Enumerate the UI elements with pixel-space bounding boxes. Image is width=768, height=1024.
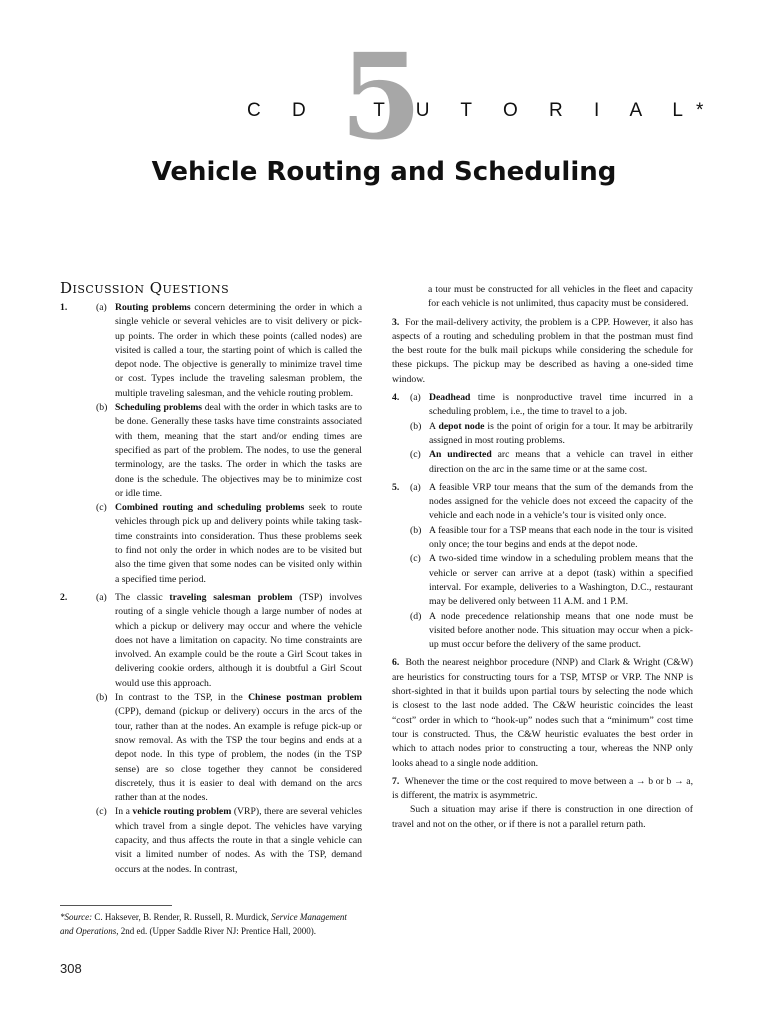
question-2a bbox=[77, 591, 362, 691]
question-number: 1. bbox=[60, 302, 68, 313]
question-4c bbox=[392, 448, 693, 477]
question-number: 5. bbox=[392, 481, 400, 493]
answer-text: Both the nearest neighbor procedure (NNP) and Clark & Wright (C&W) are heuristics for constructing tours for a TSP, MTSP or VRP. The NNP is short-sighted in that it builds upon partial tours by selecting the node which is closest to the last node added. The C&W heuristic coincides the least “cost” order in which to “hook-up” nodes such that a “minimum” cost time tour is constructed. Thus, the C&W heuristic evaluates the best order in which to attach nodes prior to constructing a tour, whereas the NNP only looks ahead to a single node addition. bbox=[392, 657, 693, 769]
answer-text: In contrast to the TSP, in the bbox=[115, 692, 249, 704]
question-number: 4. bbox=[392, 392, 400, 404]
footnote-rule bbox=[60, 905, 172, 906]
sub-label: (b) bbox=[96, 692, 108, 704]
term: Deadhead bbox=[429, 392, 471, 404]
question-3 bbox=[392, 316, 693, 387]
answer-text: A feasible VRP tour means that the sum of the demands from the nodes assigned for the vehicle does not exceed the capacity of the vehicle and each node in a vehicle’s tour is visited only once. bbox=[429, 481, 693, 522]
answer-text: (CPP), demand (pickup or delivery) occurs in the arcs of the tour, rather than at the nodes. An example is refuge pick-up or snow removal. As with the TSP the tour begins and ends at a depot node. In this type of problem, the nodes (in the TSP sense) are so close together they cannot be considered discretely, thus it is easier to deal with demand on the arcs rather than at the nodes. bbox=[115, 706, 362, 804]
sub-label: (a) bbox=[410, 392, 421, 404]
footnote-book-title: Service Management and Operations bbox=[60, 912, 347, 936]
answer-text: seek to route vehicles through pick up and delivery points while taking task-time constraints into consideration. Thus these problems seek to find not only the order in which nodes are to be visited but also the time given that some nodes can be visited only within a specified time period. bbox=[115, 502, 362, 585]
answer-text: A two-sided time window in a scheduling problem means that the vehicle or server can arrive at a depot (task) within a specified interval. For example, deliveries to a Washington, D.C., restaurant may be delivered only between 11 A.M. and 1 P.M. bbox=[429, 553, 693, 608]
sub-label: (b) bbox=[96, 402, 108, 414]
answer-text: A node precedence relationship means that one node must be visited before another node. This situation may occur when a pick-up must occur before the delivery of the same product. bbox=[429, 610, 693, 651]
question-6 bbox=[392, 656, 693, 770]
answer-text: A bbox=[429, 420, 439, 432]
sub-label: (c) bbox=[96, 806, 107, 818]
answer-text: deal with the order in which tasks are to be done. Generally these tasks have time constraints associated with them, meaning that the start and/or ending times are specified as part of the problem. The nodes, to use the general terminology, are the tasks. The order in which the tasks are done is the schedule. The objectives may be to minimize cost or idle time. bbox=[115, 402, 363, 499]
question-5b bbox=[392, 524, 693, 553]
question-1c bbox=[96, 501, 362, 587]
term: depot node bbox=[438, 420, 485, 432]
sub-label: (d) bbox=[410, 610, 422, 622]
question-5a bbox=[392, 481, 693, 524]
term: Scheduling problems bbox=[115, 402, 203, 414]
answer-text: In a bbox=[115, 806, 133, 818]
answer-text: Whenever the time or the cost required to move between a → b or b → a, is different, the matrix is asymmetric. bbox=[392, 775, 694, 802]
answer-text: (TSP) involves routing of a single vehicle though a large number of nodes at which a pickup or delivery may occur and where the vehicle does not have a limitation on capacity. No time constraints are involved. An example could be the route a Girl Scout takes in delivering cookie orders, although it is doubtful a Girl Scout would use this approach. bbox=[115, 591, 362, 689]
term: Combined routing and scheduling problems bbox=[115, 502, 305, 514]
answer-text: concern determining the order in which a single vehicle or several vehicles are to visit delivery or pick-up points. The order in which these points (called nodes) are visited is called a tour, the starting point of which is called the depot node. The objective is generally to minimize travel time or cost. Types include the traveling salesman problem, the multiple traveling salesman, and the vehicle routing problem. bbox=[115, 302, 362, 399]
question-5c bbox=[392, 552, 693, 609]
sub-label: (a) bbox=[96, 591, 107, 603]
question-2b bbox=[96, 691, 362, 805]
sub-label: (b) bbox=[410, 420, 422, 432]
sub-label: (b) bbox=[410, 524, 422, 536]
term: An undirected bbox=[429, 449, 492, 461]
page-number: 308 bbox=[60, 961, 82, 976]
question-1a bbox=[77, 301, 362, 401]
answer-text: arc means that a vehicle can travel in either direction on the arc in the same time or at the same cost. bbox=[429, 449, 693, 475]
question-2 bbox=[60, 591, 362, 877]
term: traveling salesman problem bbox=[169, 591, 293, 603]
footnote-source-label: *Source: bbox=[60, 912, 93, 922]
sub-label: (c) bbox=[410, 449, 421, 461]
question-7-paragraph-2: Such a situation may arise if there is construction in one direction of travel and not on the other, or if there is not a parallel return path. bbox=[392, 804, 693, 830]
footnote-authors: C. Haksever, B. Render, R. Russell, R. Murdick, bbox=[92, 912, 272, 922]
tutorial-label: C D T U T O R I A L* bbox=[247, 100, 717, 121]
term: Chinese postman problem bbox=[248, 692, 363, 704]
question-1b bbox=[96, 401, 362, 501]
term: vehicle routing problem bbox=[132, 806, 232, 818]
left-column bbox=[60, 301, 362, 877]
question-number: 3. bbox=[392, 316, 400, 328]
footnote-details: , 2nd ed. (Upper Saddle River NJ: Prentice Hall, 2000). bbox=[116, 926, 316, 936]
question-7 bbox=[392, 775, 693, 804]
term: Routing problems bbox=[115, 302, 191, 313]
sub-label: (a) bbox=[410, 481, 421, 493]
sub-label: (c) bbox=[410, 553, 421, 565]
answer-text: For the mail-delivery activity, the problem is a CPP. However, it also has aspects of a routing and scheduling problem in that the postman must find the best route for the bulk mail pickups while considering the schedule for these pickups. The pickup may be described as having a one-sided time window. bbox=[392, 316, 694, 385]
question-5d bbox=[392, 610, 693, 653]
chapter-title: Vehicle Routing and Scheduling bbox=[151, 157, 617, 187]
footnote bbox=[60, 910, 362, 938]
sub-label: (c) bbox=[96, 502, 107, 514]
answer-text: (VRP), there are several vehicles which travel from a single depot. The vehicles have varying capacity, and thus affects the route in that a single vehicle can visit a limited number of nodes. As with the TSP, demand occurs at the nodes. In contrast, bbox=[115, 806, 362, 875]
section-heading: Discussion Questions bbox=[60, 279, 230, 297]
answer-text: A feasible tour for a TSP means that each node in the tour is visited only once; the tour begins and ends at the depot node. bbox=[429, 524, 693, 551]
question-1 bbox=[60, 301, 362, 587]
question-4b bbox=[392, 420, 693, 449]
answer-text: The classic bbox=[115, 591, 170, 603]
question-2c-continued: a tour must be constructed for all vehicles in the fleet and capacity for each vehicle is not unlimited, thus capacity must be considered. bbox=[428, 284, 693, 310]
question-number: 7. bbox=[392, 775, 400, 787]
chapter-number: 5 bbox=[340, 27, 423, 166]
question-2c bbox=[96, 805, 362, 876]
right-column bbox=[392, 283, 693, 832]
answer-text: is the point of origin for a tour. It may be arbitrarily assigned in most routing problems. bbox=[429, 420, 693, 446]
answer-text: time is nonproductive travel time incurred in a scheduling problem, i.e., the time to travel to a job. bbox=[429, 392, 693, 418]
question-number: 2. bbox=[60, 591, 68, 603]
question-4a bbox=[392, 391, 693, 420]
question-number: 6. bbox=[392, 657, 400, 669]
sub-label: (a) bbox=[96, 302, 107, 313]
